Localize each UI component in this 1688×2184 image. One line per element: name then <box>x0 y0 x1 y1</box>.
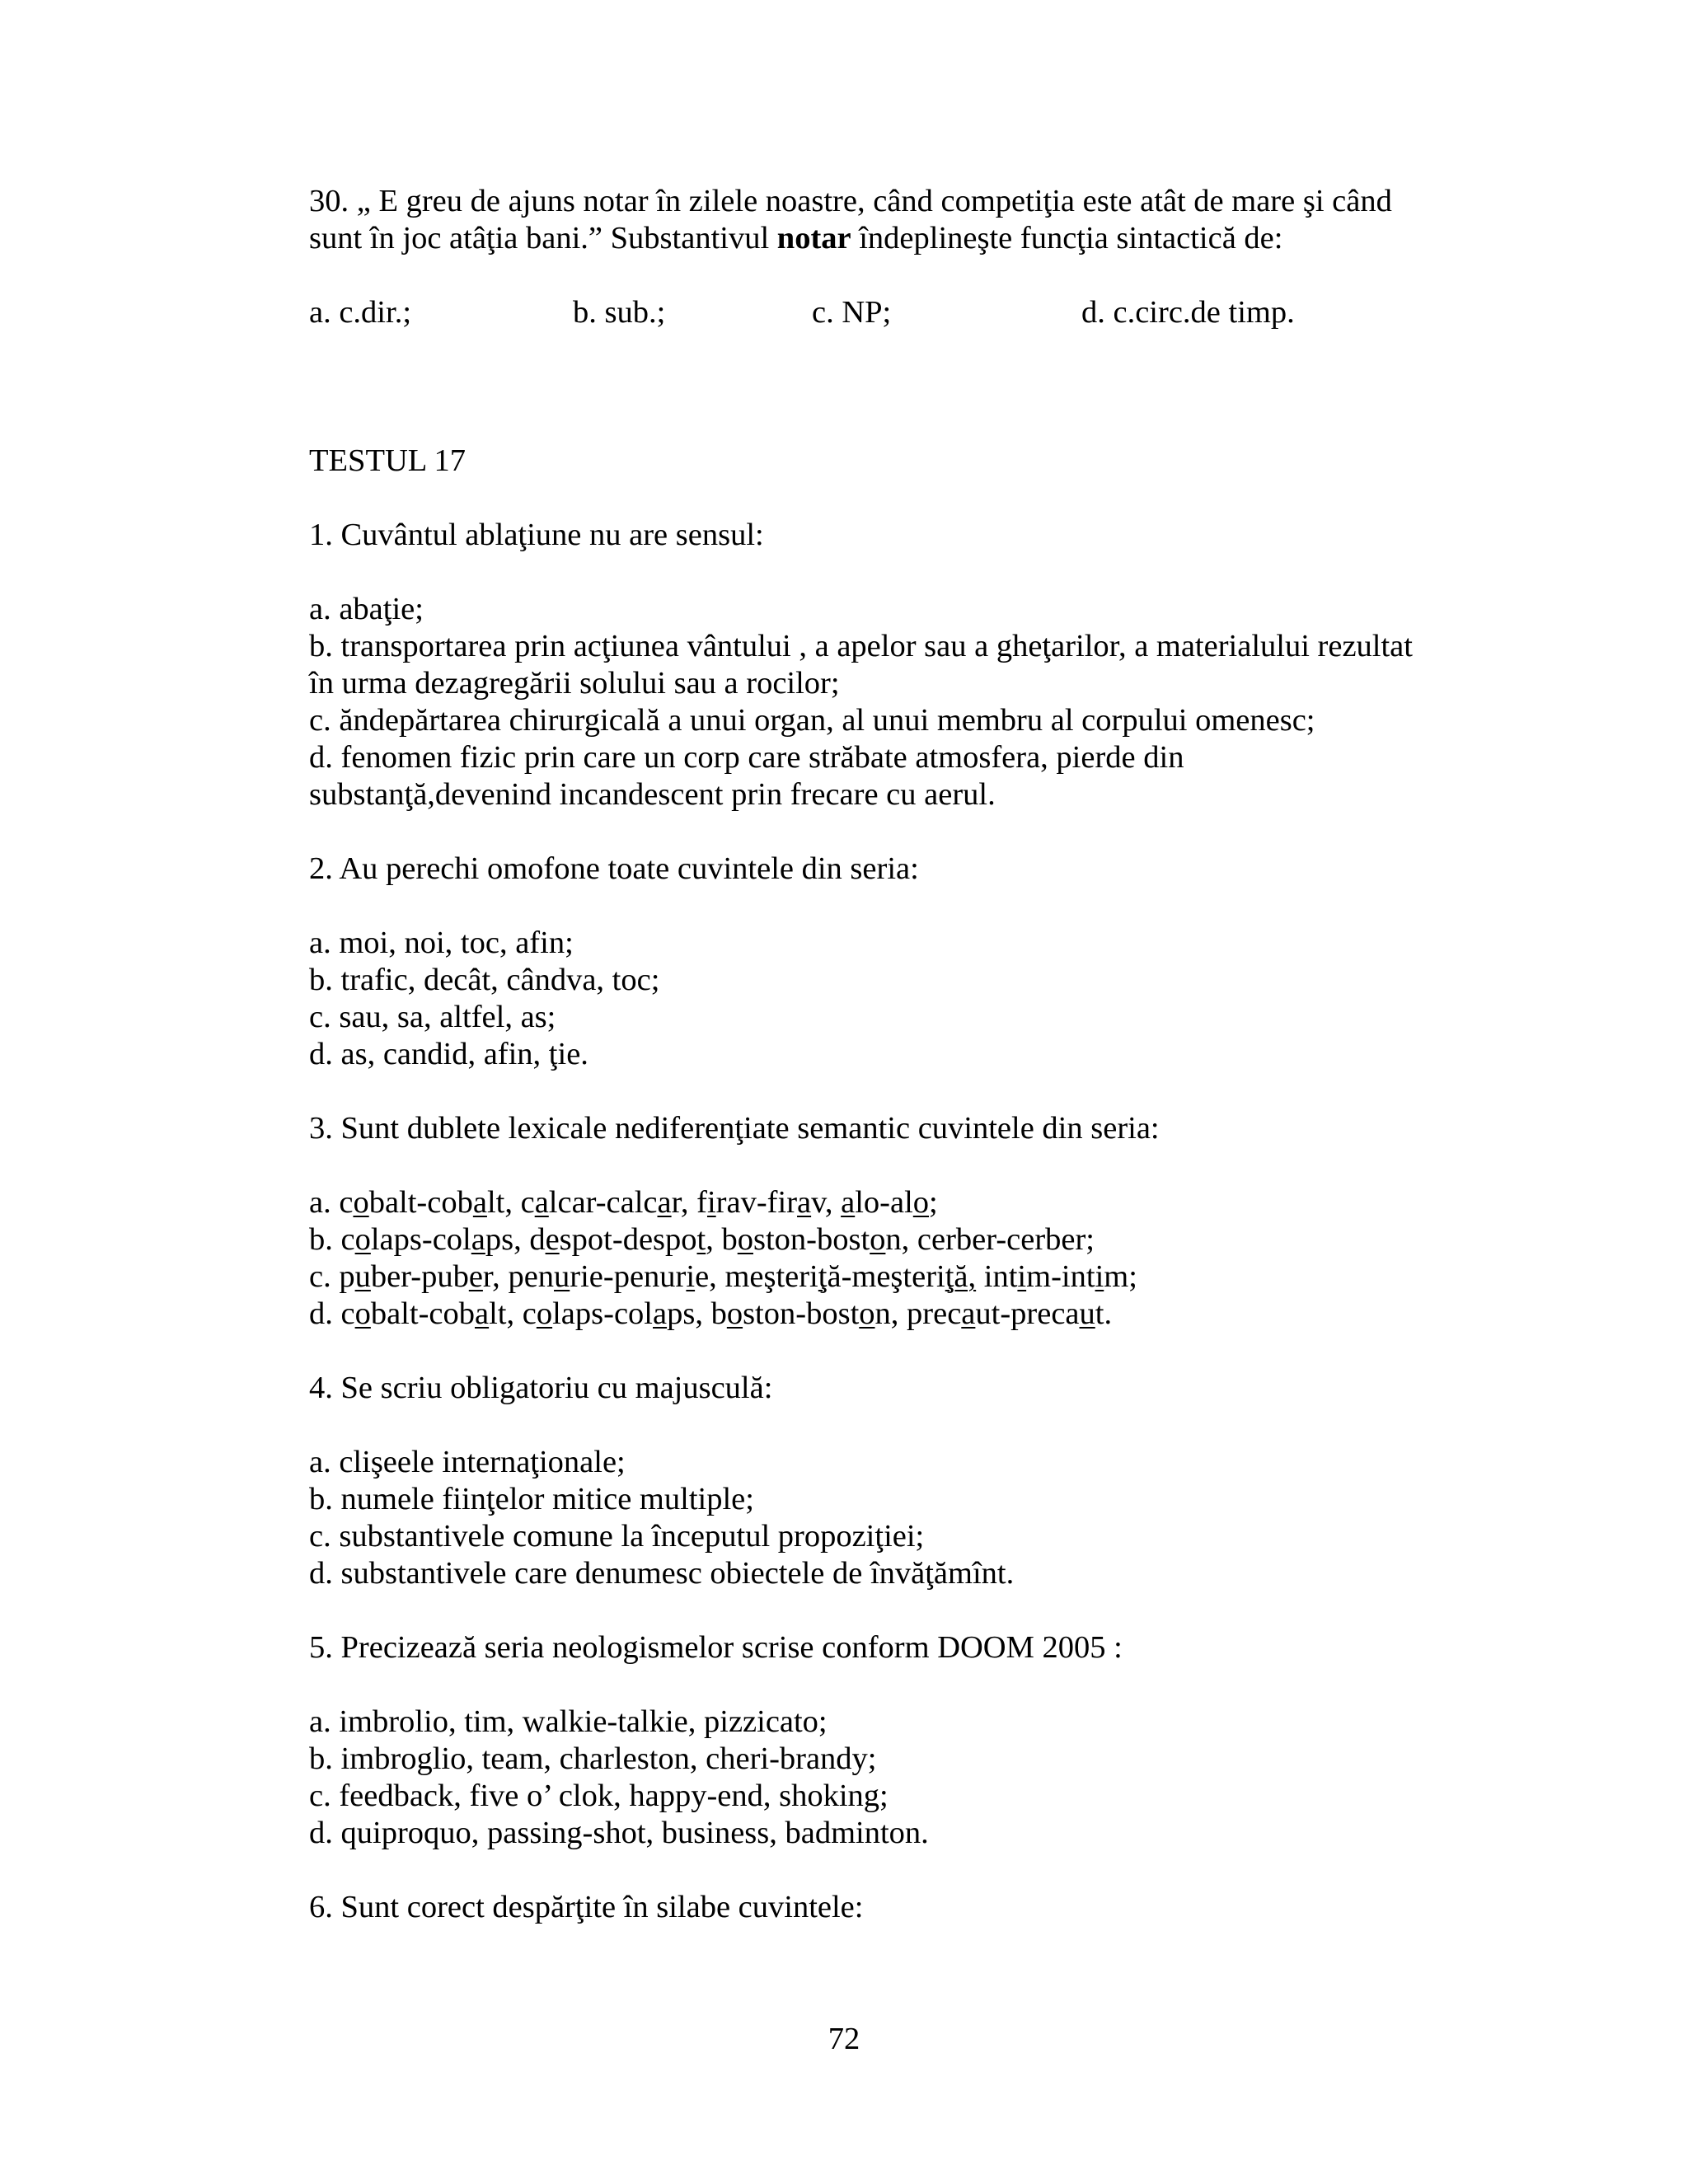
answer-line: a. abaţie; <box>309 592 424 626</box>
answer-line: a. cobalt-cobalt, calcar-calcar, firav-firav, alo-alo; <box>309 1185 938 1220</box>
question-5-text: 5. Precizează seria neologismelor scrise conform DOOM 2005 : <box>309 1630 1123 1665</box>
question-30 <box>309 183 1463 331</box>
answer-line: d. as, candid, afin, ţie. <box>309 1037 588 1071</box>
answer-line: b. imbroglio, team, charleston, cheri-brandy; <box>309 1741 877 1776</box>
option-a: a. c.dir.; <box>309 295 412 330</box>
document-page <box>309 183 1463 1926</box>
answer-line: substanţă,devenind incandescent prin frecare cu aerul. <box>309 777 996 812</box>
answer-line: c. substantivele comune la începutul propoziţiei; <box>309 1519 925 1554</box>
answer-line: d. cobalt-cobalt, colaps-colaps, boston-boston, precaut-precaut. <box>309 1296 1113 1331</box>
answer-line: a. clişeele internaţionale; <box>309 1445 626 1479</box>
test-title: TESTUL 17 <box>309 443 466 478</box>
page-number: 72 <box>828 2022 860 2056</box>
question-3 <box>309 1110 1463 1333</box>
answer-line: b. numele fiinţelor mitice multiple; <box>309 1482 754 1516</box>
answer-line: a. moi, noi, toc, afin; <box>309 926 574 960</box>
answer-line: b. trafic, decât, cândva, toc; <box>309 963 660 997</box>
question-2 <box>309 851 1463 1073</box>
answer-line: d. quiproquo, passing-shot, business, badminton. <box>309 1816 929 1850</box>
answer-line: c. ăndepărtarea chirurgicală a unui organ, al unui membru al corpului omenesc; <box>309 703 1315 738</box>
question-30-text-cont: sunt în joc atâţia bani.” Substantivul notar îndeplineşte funcţia sintactică de: <box>309 221 1283 255</box>
question-1-text: 1. Cuvântul ablaţiune nu are sensul: <box>309 518 764 552</box>
question-4-text: 4. Se scriu obligatoriu cu majusculă: <box>309 1371 773 1405</box>
question-4 <box>309 1370 1463 1592</box>
question-30-options <box>309 294 1463 331</box>
option-c: c. NP; <box>812 295 892 330</box>
answer-line: a. imbrolio, tim, walkie-talkie, pizzicato; <box>309 1704 828 1739</box>
question-2-text: 2. Au perechi omofone toate cuvintele din seria: <box>309 851 919 886</box>
answer-line: c. sau, sa, altfel, as; <box>309 1000 556 1034</box>
answer-line: c. feedback, five o’ clok, happy-end, shoking; <box>309 1779 889 1813</box>
answer-line: b. transportarea prin acţiunea vântului , a apelor sau a gheţarilor, a materialului rezultat <box>309 629 1413 663</box>
option-b: b. sub.; <box>573 295 666 330</box>
question-30-text: 30. „ E greu de ajuns notar în zilele noastre, când competiţia este atât de mare şi când <box>309 184 1392 218</box>
answer-line: în urma dezagregării solului sau a rocilor; <box>309 666 840 701</box>
question-6 <box>309 1889 1463 1926</box>
question-5 <box>309 1629 1463 1852</box>
answer-line: c. puber-puber, penurie-penurie, meşteriţă-meşteriţă, intim-intim; <box>309 1259 1137 1294</box>
answer-line: b. colaps-colaps, despot-despot, boston-boston, cerber-cerber; <box>309 1222 1095 1257</box>
question-6-text: 6. Sunt corect despărţite în silabe cuvintele: <box>309 1890 864 1924</box>
option-d: d. c.circ.de timp. <box>1081 295 1295 330</box>
bold-word: notar <box>776 221 851 255</box>
answer-line: d. fenomen fizic prin care un corp care străbate atmosfera, pierde din <box>309 740 1184 775</box>
question-1 <box>309 517 1463 813</box>
answer-line: d. substantivele care denumesc obiectele de învăţămînt. <box>309 1556 1015 1591</box>
question-3-text: 3. Sunt dublete lexicale nediferenţiate semantic cuvintele din seria: <box>309 1111 1160 1146</box>
